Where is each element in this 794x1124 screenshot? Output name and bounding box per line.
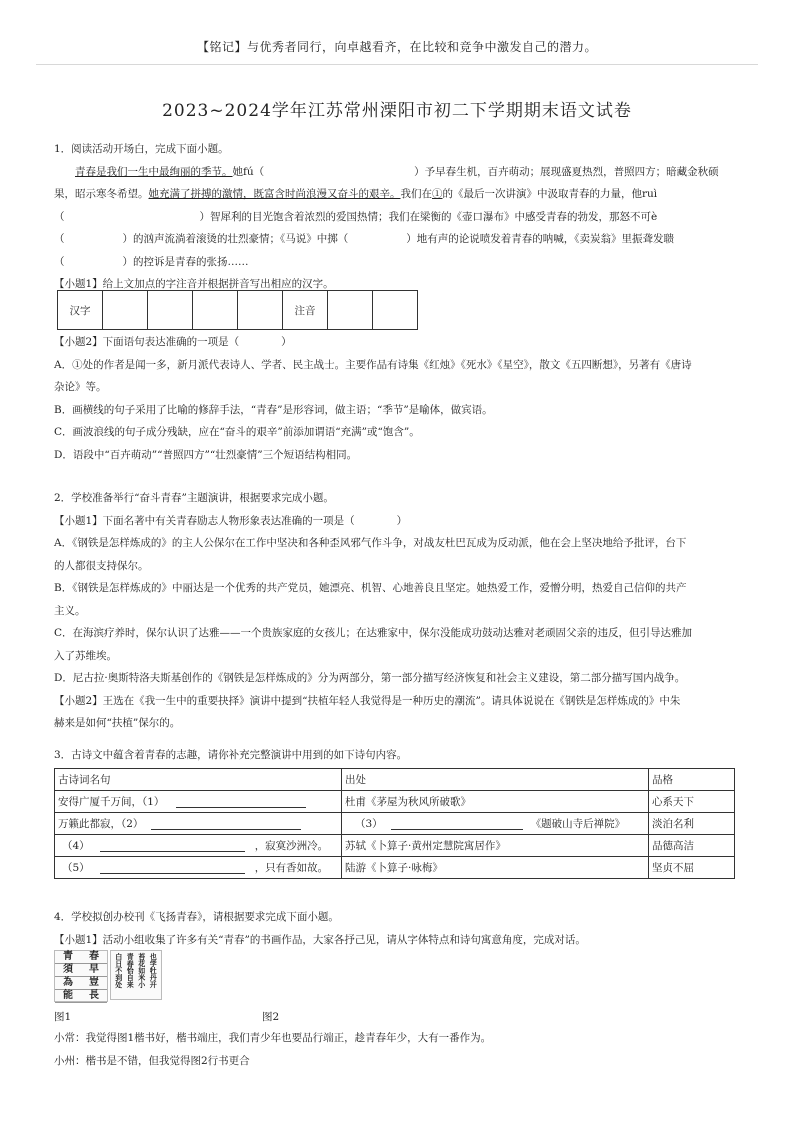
hanzi-cell[interactable] (148, 291, 193, 330)
q1-passage-line-5: （ ）的控诉是青春的张扬…… (54, 255, 249, 268)
wavy-sentence: 她充满了拼搏的激情，既富含时尚浪漫又奋斗的艰辛。 (148, 188, 401, 200)
q1-passage-line-2: 果，昭示寒冬希望。她充满了拼搏的激情，既富含时尚浪漫又奋斗的艰辛。我们在①的《最后一次讲演》中汲取青春的力量，他ruì (54, 188, 658, 200)
calligraphy-images (54, 950, 162, 1002)
q1-option-a2: 杂论》等。 (54, 381, 107, 393)
q3-stem: 3．古诗文中蕴含着青春的志趣，请你补充完整演讲中用到的如下诗句内容。 (54, 749, 408, 761)
answer-blank-2[interactable] (151, 818, 301, 830)
zhuyin-label: 注音 (283, 291, 328, 330)
q2-option-b2: 主义。 (54, 604, 86, 617)
q1-option-a1: A．①处的作者是闻一多，新月派代表诗人、学者、民主战士。主要作品有诗集《红烛》《死水》《星空》，散文《五四断想》，另著有《唐诗 (54, 358, 692, 371)
q1-option-b: B．画横线的句子采用了比喻的修辞手法，“青春”是形容词，做主语；“季节”是喻体，做宾语。 (54, 403, 493, 416)
q1-option-c: C．画波浪线的句子成分残缺，应在“奋斗的艰辛”前添加谓语“充满”或“饱含”。 (54, 426, 420, 438)
dialogue-xiaochang: 小常：我觉得图1楷书好，楷书端庄，我们青少年也要品行端正，趁青春年少，大有一番作为。 (54, 1032, 492, 1044)
hanzi-cell[interactable] (193, 291, 238, 330)
q2-sub2-line2: 赫来是如何“扶植”保尔的。 (54, 717, 181, 729)
poem-header-line: 古诗词名句 (55, 769, 342, 791)
table-row: （4） ，寂寞沙洲冷。 苏轼《卜算子·黄州定慧院寓居作》 品德高洁 (55, 835, 735, 857)
kaishu-calligraphy-image: 青 春 須 早 為 豈 能 長 (54, 950, 108, 1002)
xingshu-calligraphy-image: 白日不到处 青春恰自来 苔花如米小 也学牡丹开 (110, 950, 162, 1000)
underlined-sentence: 青春是我们一生中最绚丽的季节。 (75, 165, 233, 178)
q4-sub1: 【小题1】活动小组收集了许多有关“青春”的书画作品，大家各抒己见，请从字体特点和诗句寓意角度，完成对话。 (54, 933, 586, 946)
header-divider (36, 64, 758, 65)
figure-1-label: 图1 (54, 1011, 72, 1023)
q1-passage-line-3: （ ）智犀利的目光饱含着浓烈的爱国热情；我们在梁衡的《壶口瀑布》中感受青春的勃发，那怒不可è (54, 210, 658, 223)
q2-option-c2: 入了苏维埃。 (54, 649, 117, 662)
question-1 (54, 138, 744, 296)
q2-option-d: D．尼古拉·奥斯特洛夫斯基创作的《钢铁是怎样炼成的》分为两部分，第一部分描写经济恢复和社会主义建设，第二部分描写国内战争。 (54, 672, 686, 684)
q1-passage-line-4: （ ）的汹声流淌着滚烫的壮烈豪情；《马说》中掷（ ）地有声的论说喷发着青春的呐喊，《卖炭翁》里振聋发聩 (54, 233, 674, 245)
answer-blank-1[interactable] (176, 796, 306, 808)
poem-header-character: 品格 (649, 769, 735, 791)
zhuyin-cell[interactable] (373, 291, 418, 330)
table-row: 安得广厦千万间，（1） 杜甫《茅屋为秋风所破歌》 心系天下 (55, 791, 735, 813)
hanzi-pinyin-table (57, 290, 418, 330)
q4-stem: 4．学校拟创办校刊《飞扬青春》，请根据要求完成下面小题。 (54, 911, 339, 923)
q2-option-a1: A．《钢铁是怎样炼成的》的主人公保尔在工作中坚决和各种歪风邪气作斗争，对战友杜巴瓦成为反动派，他在会上坚决地给予批评，台下 (54, 537, 687, 549)
q1-passage-line-1: 青春是我们一生中最绚丽的季节。她fú（ ）予早春生机，百卉萌动；展现盛夏热烈，普照四方；暗藏金秋硕 (75, 165, 719, 178)
dialogue (54, 1027, 744, 1072)
q2-sub2-line1: 【小题2】王选在《我一生中的重要抉择》演讲中提到“扶植年轻人我觉得是一种历史的潮流”。请具体说说在《钢铁是怎样炼成的》中朱 (54, 694, 681, 707)
answer-blank-3[interactable] (391, 818, 523, 830)
answer-blank-5[interactable] (100, 862, 245, 874)
answer-blank-4[interactable] (100, 840, 245, 852)
question-2 (54, 487, 744, 735)
q1-option-d: D．语段中“百卉萌动”“普照四方”“壮烈豪情”三个短语结构相同。 (54, 448, 358, 461)
hanzi-cell[interactable] (238, 291, 283, 330)
hanzi-label: 汉字 (58, 291, 103, 330)
question-3 (54, 744, 744, 767)
q1-sub2: 【小题2】下面语句表达准确的一项是（ ） (54, 336, 292, 348)
q1-sub2-block (54, 331, 744, 466)
q2-sub1: 【小题1】下面名著中有关青春励志人物形象表达准确的一项是（ ） (54, 514, 408, 527)
q2-stem: 2．学校准备举行“奋斗青春”主题演讲，根据要求完成小题。 (54, 492, 334, 504)
dialogue-xiaozhou: 小州：楷书是不错，但我觉得图2行书更合 (54, 1054, 250, 1067)
motto-banner: 【铭记】与优秀者同行，向卓越看齐，在比较和竞争中激发自己的潜力。 (196, 40, 597, 54)
blank-1-marker: ① (432, 188, 443, 200)
table-row: 万籁此都寂，（2） （3） 《题破山寺后禅院》 淡泊名利 (55, 813, 735, 835)
poem-header-source: 出处 (342, 769, 649, 791)
q2-option-c1: C．在海滨疗养时，保尔认识了达雅——一个贵族家庭的女孩儿；在达雅家中，保尔没能成功鼓动达雅对老顽固父亲的违反，但引导达雅加 (54, 627, 693, 639)
q2-option-a2: 的人都很支持保尔。 (54, 559, 149, 572)
figure-2-label: 图2 (262, 1011, 280, 1023)
hanzi-cell[interactable] (103, 291, 148, 330)
table-row: （5） ，只有香如故。 陆游《卜算子·咏梅》 坚贞不屈 (55, 857, 735, 879)
exam-title: 2023~2024学年江苏常州溧阳市初二下学期期末语文试卷 (162, 101, 632, 121)
q1-sub1: 【小题1】给上文加点的字注音并根据拼音写出相应的汉字。 (54, 278, 334, 290)
q2-option-b1: B．《钢铁是怎样炼成的》中丽达是一个优秀的共产党员，她漂亮、机智、心地善良且坚定。她热爱工作，爱憎分明，热爱自己信仰的共产 (54, 582, 687, 594)
q1-stem: 1．阅读活动开场白，完成下面小题。 (54, 143, 229, 155)
poem-table (54, 768, 735, 879)
question-4 (54, 906, 744, 951)
zhuyin-cell[interactable] (328, 291, 373, 330)
